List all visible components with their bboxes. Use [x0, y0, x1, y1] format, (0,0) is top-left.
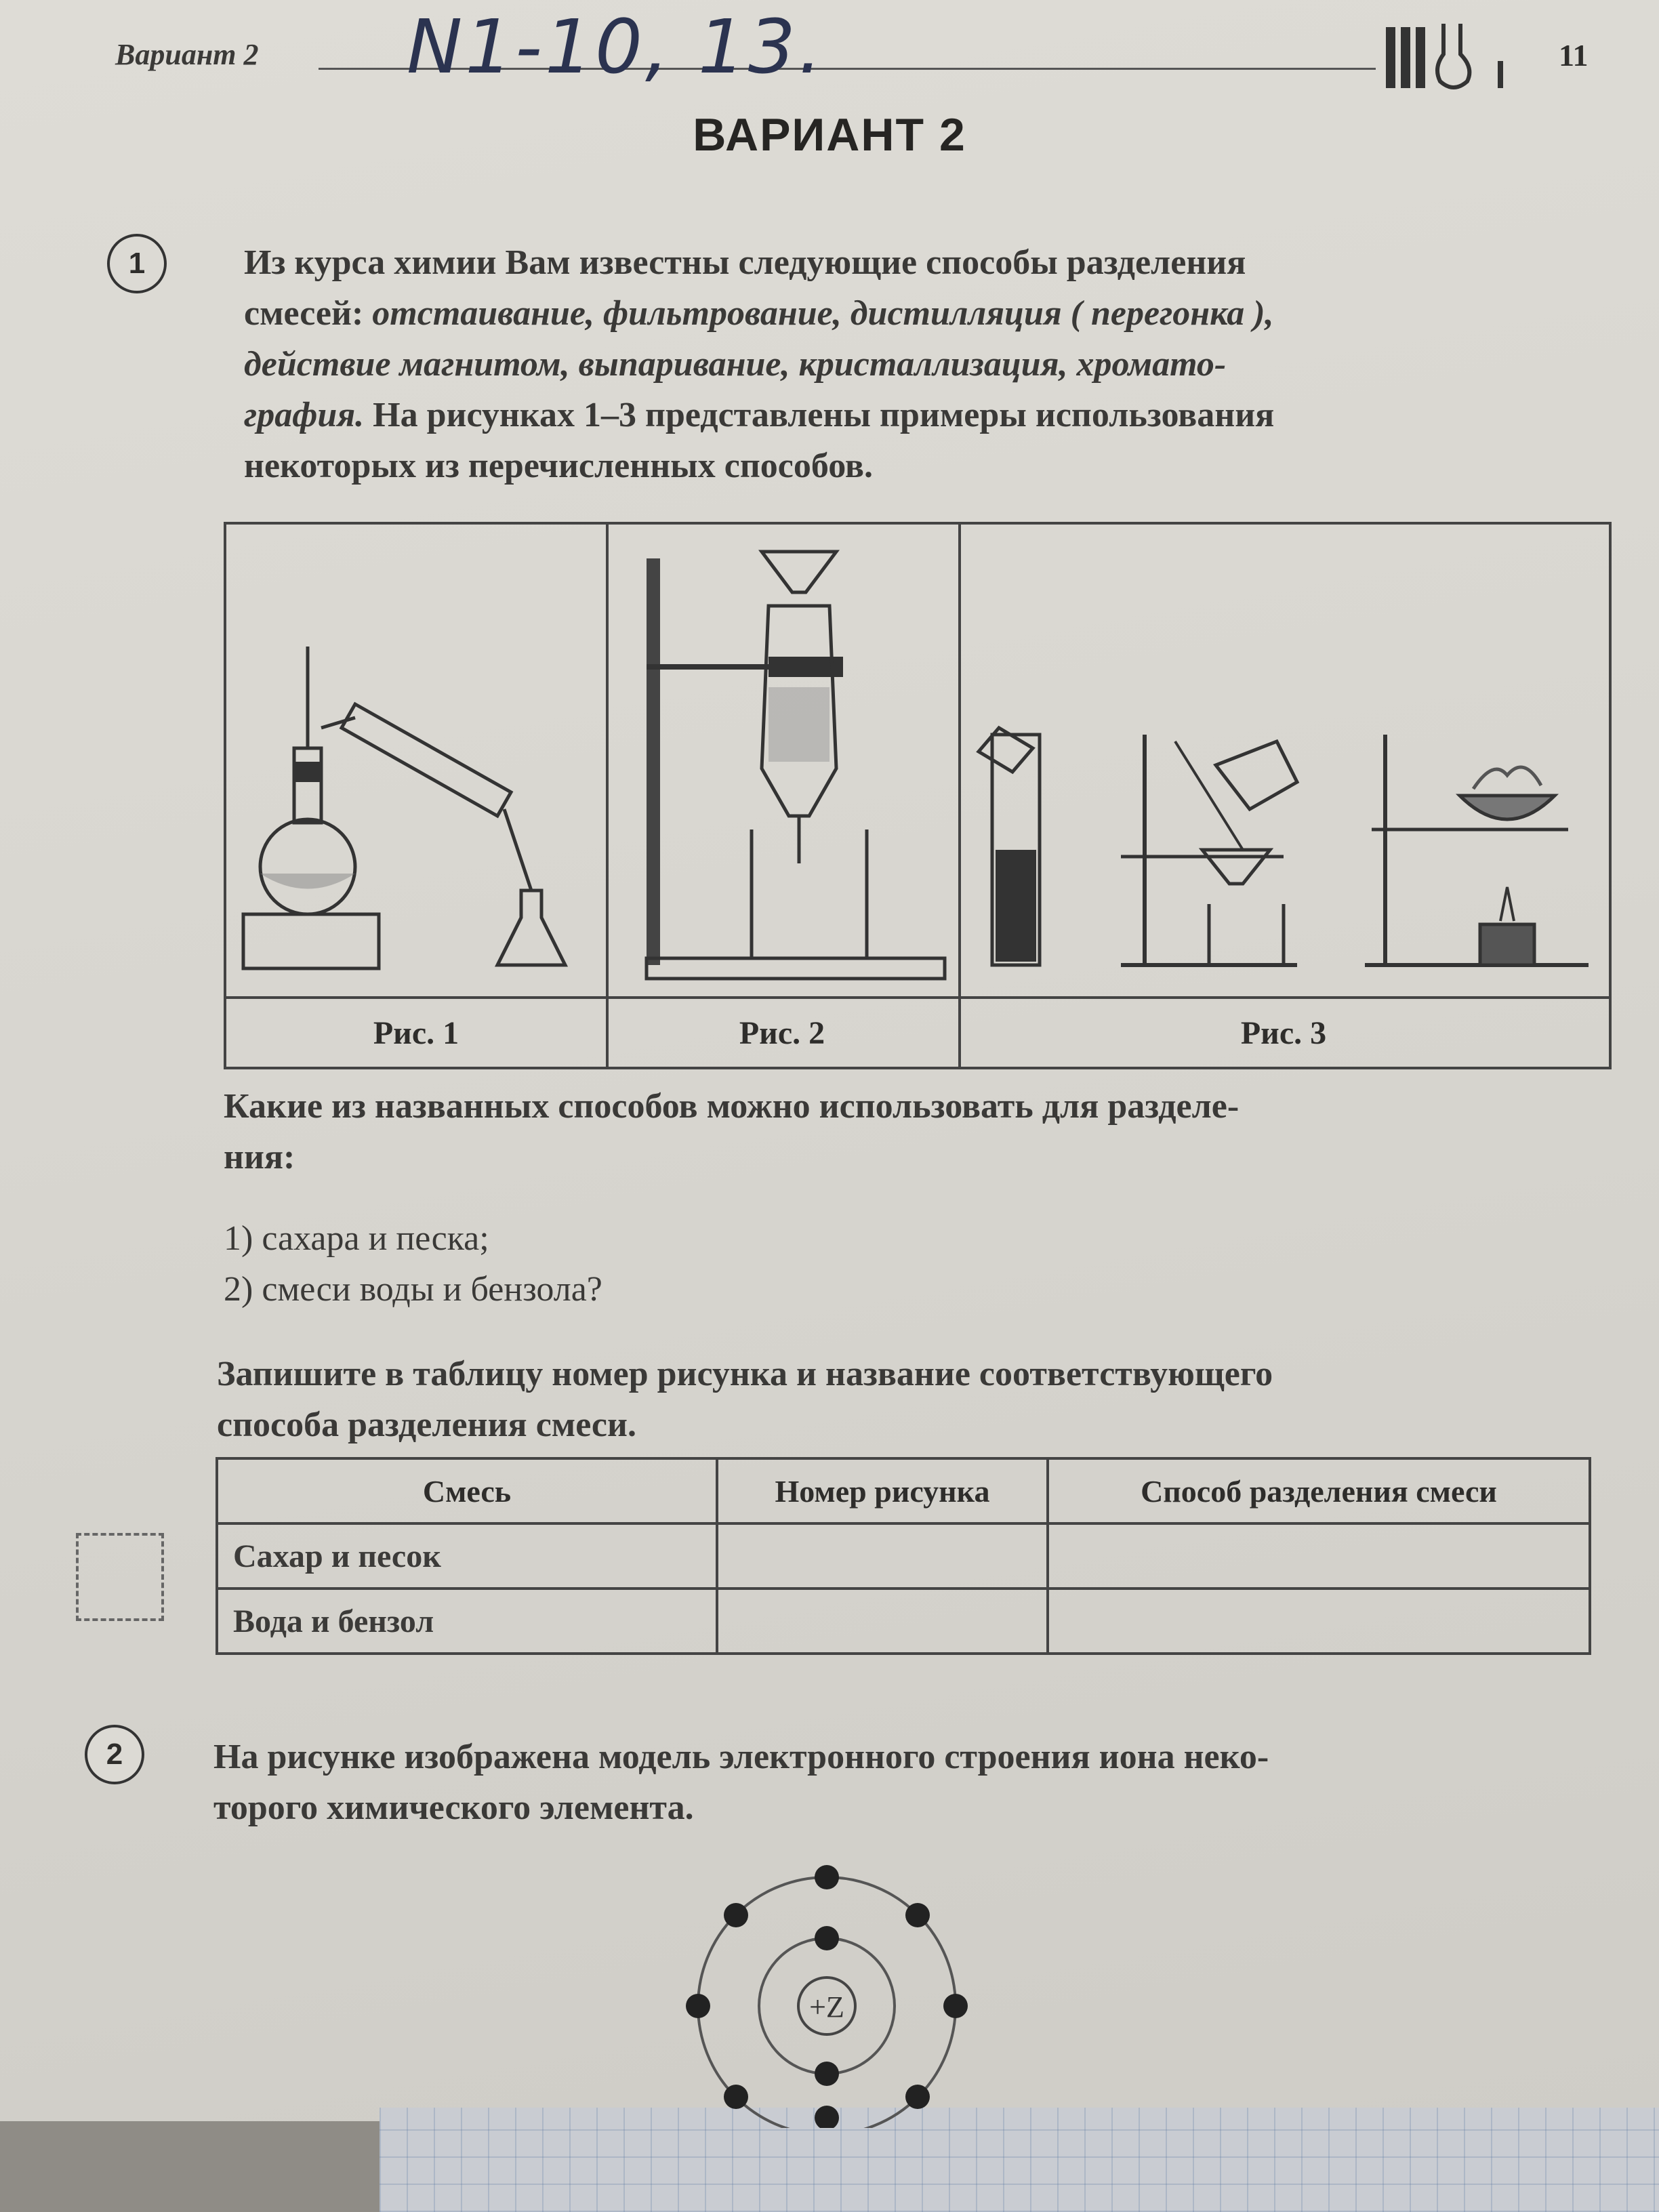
- answer-cell[interactable]: [717, 1523, 1048, 1589]
- task1-instruction: [217, 1349, 1613, 1450]
- nucleus-label: +Z: [809, 1990, 844, 2024]
- table-header: Номер рисунка: [717, 1458, 1048, 1523]
- electron: [815, 1926, 839, 1950]
- settling-funnel-drawing: [606, 525, 958, 999]
- question-line: Какие из названных способов можно использовать для разделе-: [224, 1087, 1240, 1126]
- table-row: [217, 1589, 1590, 1654]
- table-cell: Вода и бензол: [217, 1589, 717, 1654]
- task1-intro: [244, 237, 1633, 491]
- intro-line: графия. На рисунках 1–3 представлены примеры использования: [244, 396, 1275, 434]
- electron: [905, 2085, 930, 2109]
- answer-cell[interactable]: [1048, 1589, 1590, 1654]
- task2-line: На рисунке изображена модель электронного строения иона неко-: [213, 1738, 1269, 1776]
- header-variant-label: Вариант 2: [115, 38, 259, 71]
- figure-3: [958, 525, 1609, 1067]
- electron: [686, 1994, 710, 2018]
- intro-line: действие магнитом, выпаривание, кристаллизация, хромато-: [244, 345, 1227, 384]
- intro-line: смесей: отстаивание, фильтрование, дистилляция ( перегонка ),: [244, 294, 1274, 333]
- electron-shell-diagram: [671, 1857, 983, 2128]
- figure-1: [226, 525, 609, 1067]
- instruction-line: способа разделения смеси.: [217, 1406, 636, 1444]
- table-header: Смесь: [217, 1458, 717, 1523]
- table-cell: Сахар и песок: [217, 1523, 717, 1589]
- item-line: 1) сахара и песка;: [224, 1219, 489, 1258]
- figure-caption: Рис. 2: [606, 996, 958, 1067]
- task1-question: [224, 1081, 1613, 1183]
- figure-caption: Рис. 3: [958, 996, 1609, 1067]
- task-number-badge: 2: [85, 1725, 144, 1784]
- table-row: [217, 1523, 1590, 1589]
- electron: [724, 1903, 748, 1927]
- header-flask-logo: [1379, 14, 1515, 95]
- electron: [815, 1865, 839, 1889]
- electron: [905, 1903, 930, 1927]
- task2-text: [213, 1732, 1623, 1833]
- figures-panel: [224, 522, 1612, 1069]
- task2-line: торого химического элемента.: [213, 1788, 694, 1827]
- electron: [815, 2062, 839, 2086]
- item-line: 2) смеси воды и бензола?: [224, 1270, 602, 1309]
- distillation-apparatus-drawing: [226, 525, 606, 999]
- intro-line: Из курса химии Вам известны следующие способы разделения: [244, 243, 1246, 282]
- page-title: ВАРИАНТ 2: [693, 109, 966, 161]
- question-line: ния:: [224, 1138, 295, 1176]
- handwritten-note: N1-10, 13.: [407, 3, 825, 90]
- methods-list: отстаивание, фильтрование, дистилляция ( перегонка ),: [372, 294, 1274, 333]
- table-header: Способ разделения смеси: [1048, 1458, 1590, 1523]
- intro-line: некоторых из перечисленных способов.: [244, 447, 873, 485]
- electron: [815, 2106, 839, 2128]
- background-notebook: [380, 2108, 1659, 2212]
- figure-caption: Рис. 1: [226, 996, 606, 1067]
- electron: [724, 2085, 748, 2109]
- figure-2: [606, 525, 961, 1067]
- filtration-evaporation-drawing: [958, 525, 1609, 999]
- score-box[interactable]: [76, 1533, 164, 1621]
- answer-cell[interactable]: [717, 1589, 1048, 1654]
- instruction-line: Запишите в таблицу номер рисунка и название соответствующего: [217, 1355, 1273, 1393]
- task-number-badge: 1: [107, 234, 167, 293]
- electron: [943, 1994, 968, 2018]
- task1-items: [224, 1213, 1613, 1315]
- answer-table: [216, 1457, 1591, 1655]
- page-number: 11: [1559, 38, 1589, 73]
- answer-cell[interactable]: [1048, 1523, 1590, 1589]
